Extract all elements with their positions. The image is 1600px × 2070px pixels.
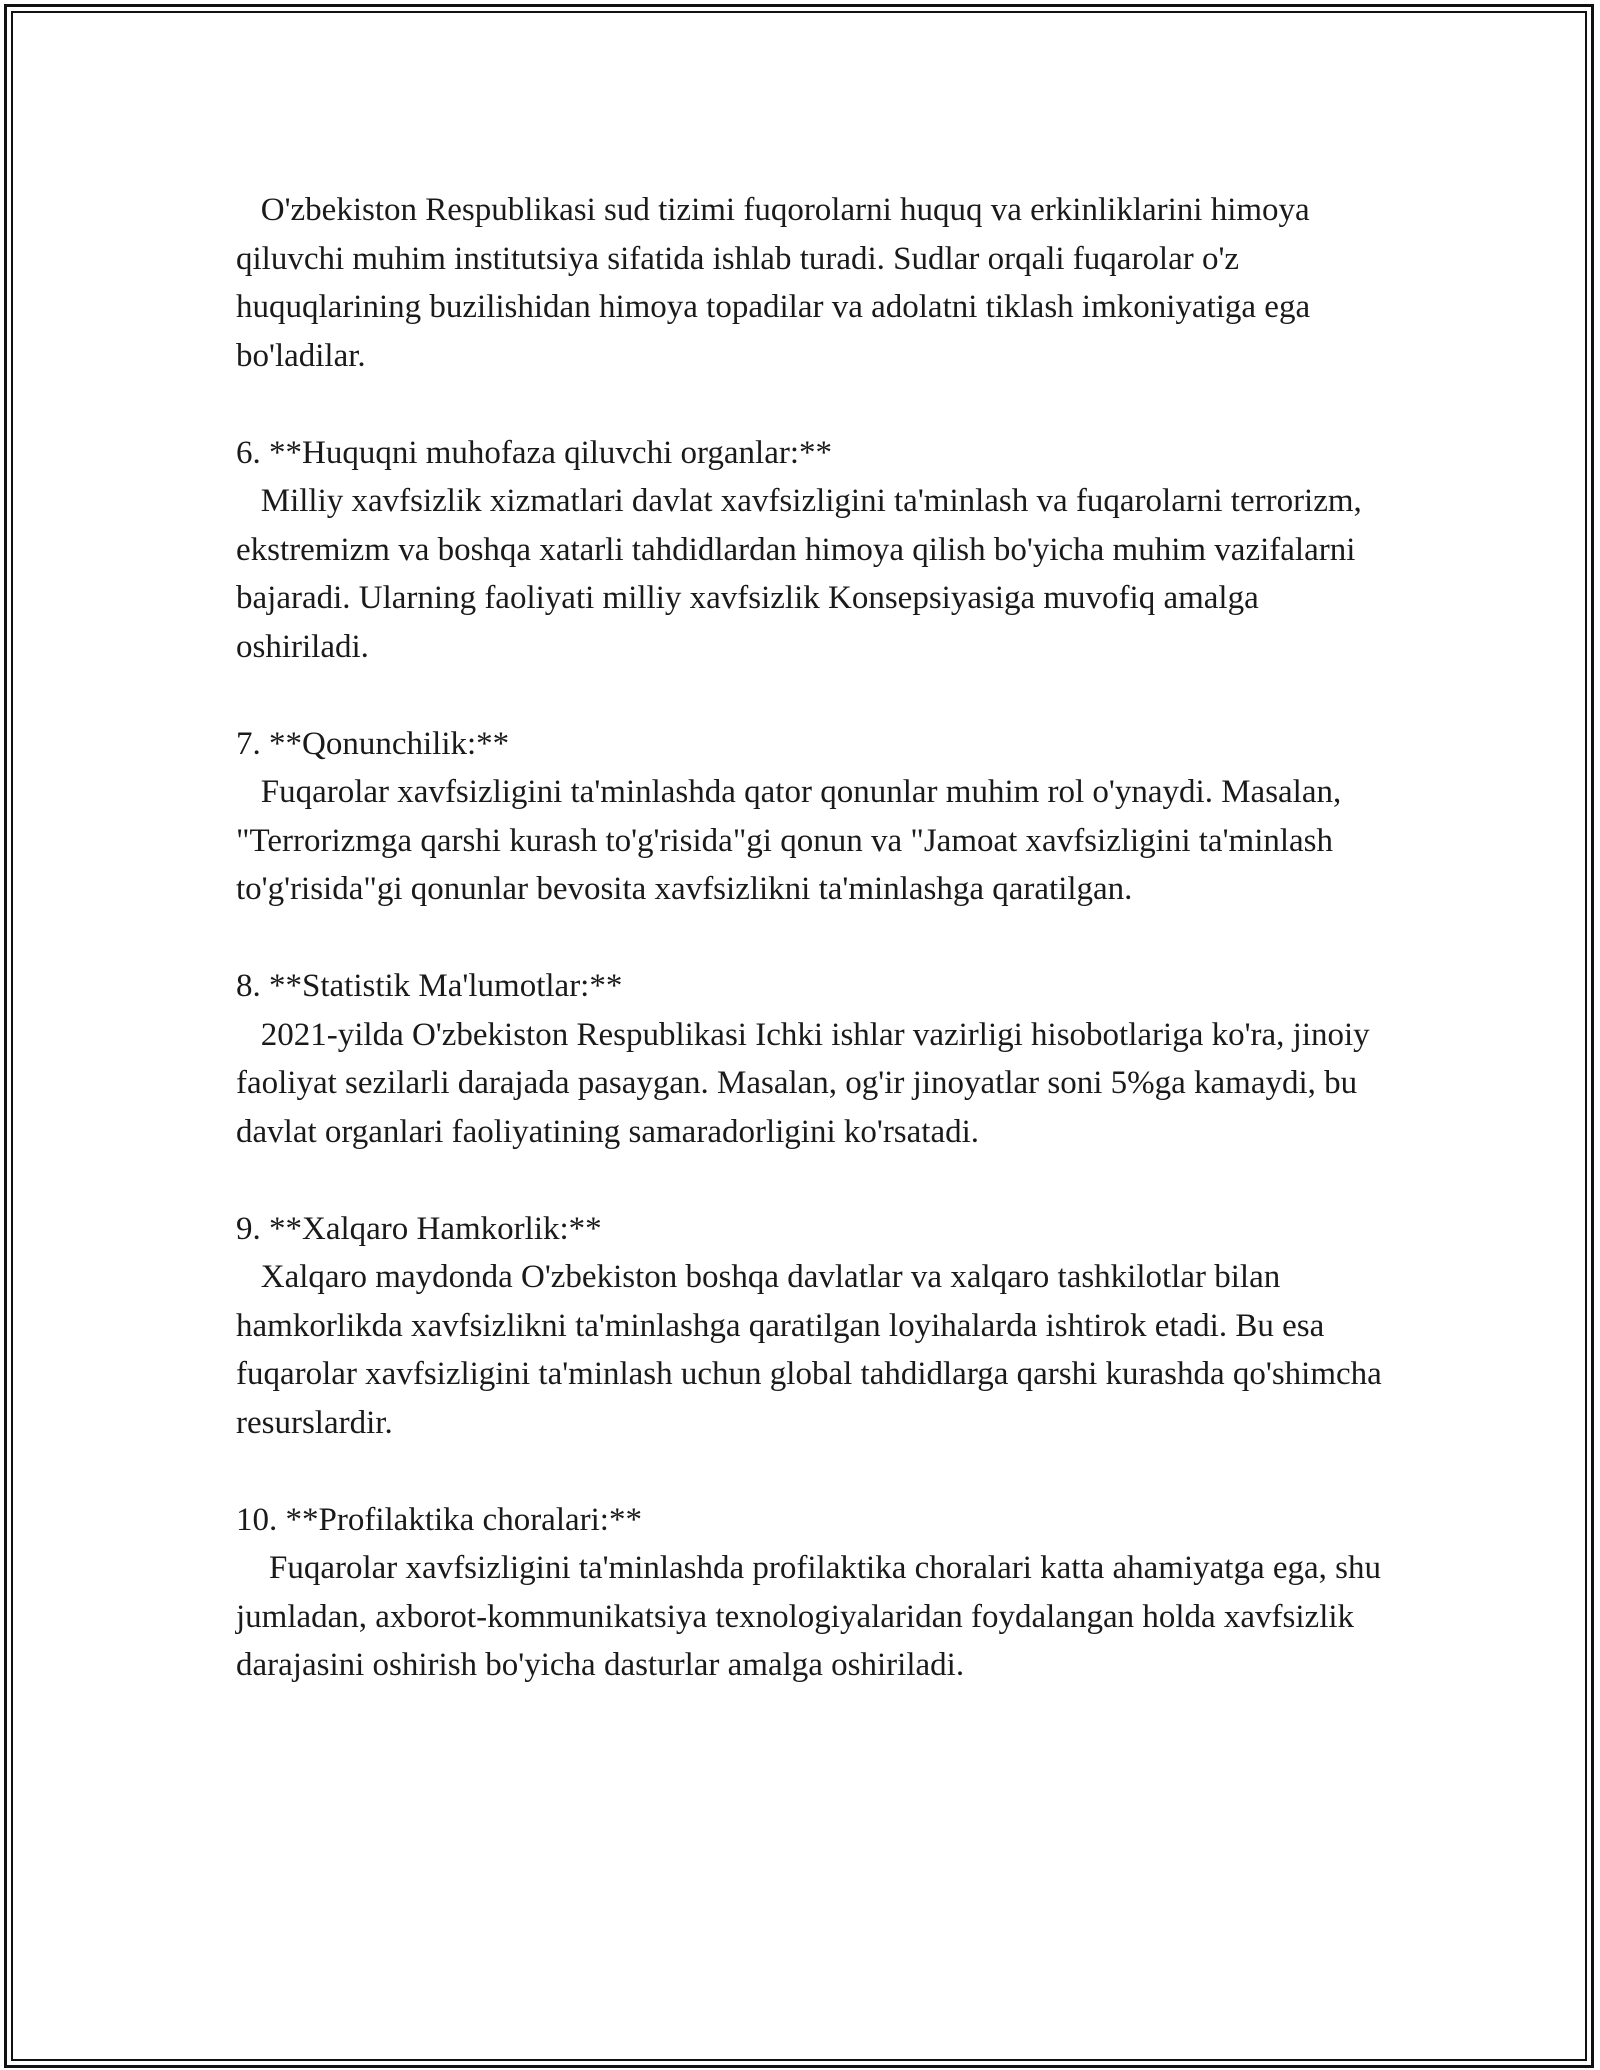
section-statistics (236, 962, 1386, 1156)
intro-paragraph: O'zbekiston Respublikasi sud tizimi fuqorolarni huquq va erkinliklarini himoya qiluvchi muhim institutsiya sifatida ishlab turadi. Sudlar orqali fuqarolar o'z huquqlarining buzilishidan himoya topadilar va adolatni tiklash imkoniyatiga ega bo'ladilar. (236, 192, 1319, 374)
intro-section (236, 186, 1386, 380)
section-international-cooperation (236, 1205, 1391, 1448)
section-law-enforcement (236, 429, 1386, 672)
section-paragraph: Milliy xavfsizlik xizmatlari davlat xavfsizligini ta'minlash va fuqarolarni terrorizm, ekstremizm va boshqa xatarli tahdidlardan himoya qilish bo'yicha muhim vazifalarni bajaradi. Ularning faoliyati milliy xavfsizlik Konsepsiyasiga muvofiq amalga oshiriladi. (236, 483, 1371, 665)
section-heading: 8. **Statistik Ma'lumotlar:** (236, 968, 623, 1004)
section-paragraph: Xalqaro maydonda O'zbekiston boshqa davlatlar va xalqaro tashkilotlar bilan hamkorlikda xavfsizlikni ta'minlashga qaratilgan loyihalarda ishtirok etadi. Bu esa fuqarolar xavfsizligini ta'minlash uchun global tahdidlarga qarshi kurashda qo'shimcha resurslardir. (236, 1259, 1391, 1441)
section-heading: 7. **Qonunchilik:** (236, 725, 510, 762)
section-paragraph: Fuqarolar xavfsizligini ta'minlashda qator qonunlar muhim rol o'ynaydi. Masalan, "Terrorizmga qarshi kurash to'g'risida"gi qonun va "Jamoat xavfsizligini ta'minlash to'g'risida"gi qonunlar bevosita xavfsizlikni ta'minlashga qaratilgan. (236, 774, 1350, 907)
section-heading: 6. **Huquqni muhofaza qiluvchi organlar:** (236, 434, 833, 471)
document-body (236, 186, 1391, 1690)
section-heading: 9. **Xalqaro Hamkorlik:** (236, 1210, 602, 1247)
section-paragraph: 2021-yilda O'zbekiston Respublikasi Ichki ishlar vazirligi hisobotlariga ko'ra, jinoiy faoliyat sezilarli darajada pasaygan. Masalan, og'ir jinoyatlar soni 5%ga kamaydi, bu davlat organlari faoliyatining samaradorligini ko'rsatadi. (236, 1016, 1378, 1150)
section-prevention-measures (236, 1496, 1390, 1690)
section-legislation (236, 720, 1386, 914)
section-heading: 10. **Profilaktika choralari:** (236, 1501, 642, 1538)
section-paragraph: Fuqarolar xavfsizligini ta'minlashda profilaktika choralari katta ahamiyatga ega, shu jumladan, axborot-kommunikatsiya texnologiyalaridan foydalangan holda xavfsizlik darajasini oshirish bo'yicha dasturlar amalga oshiriladi. (236, 1550, 1390, 1683)
